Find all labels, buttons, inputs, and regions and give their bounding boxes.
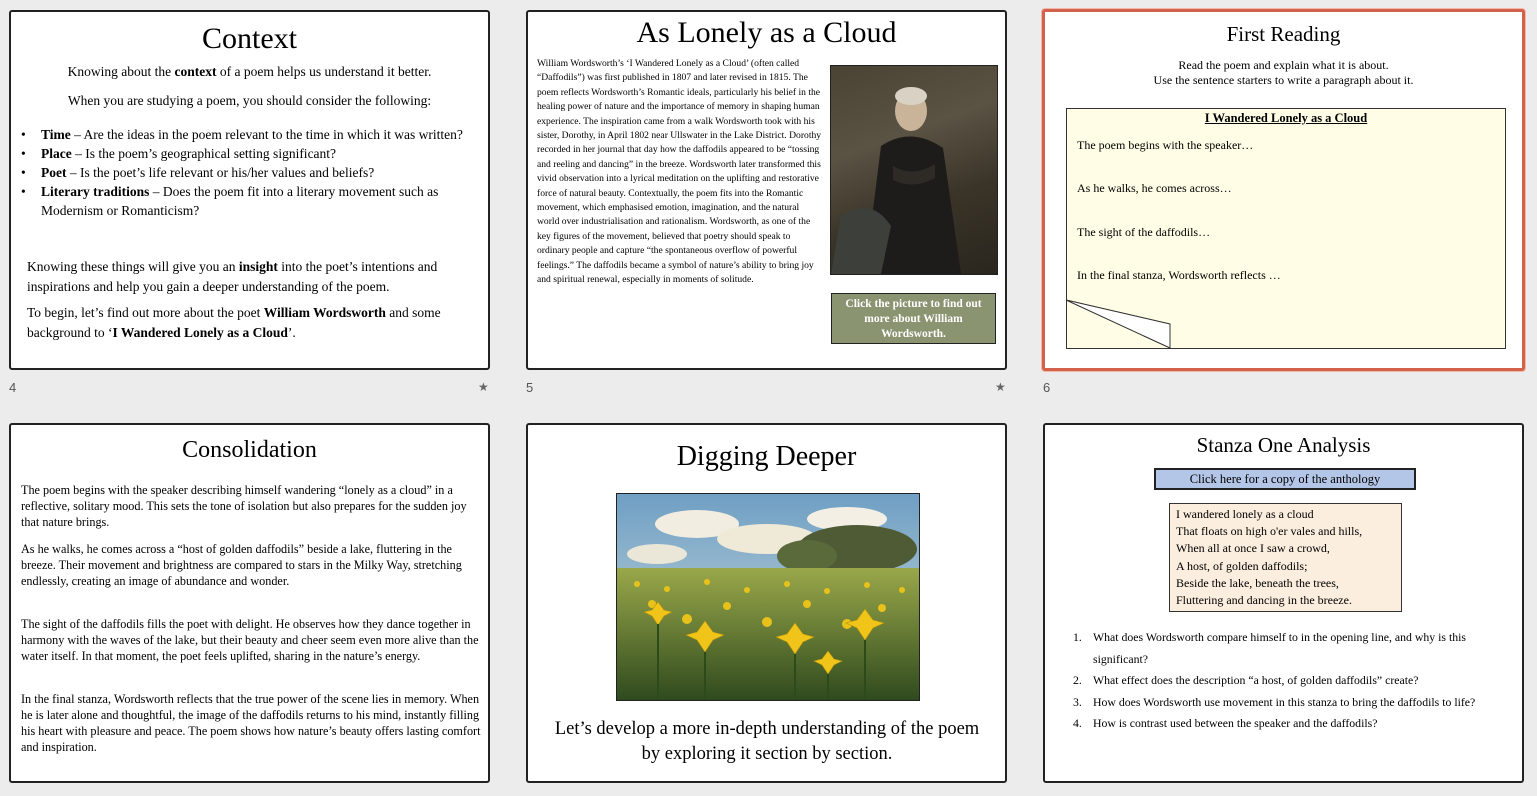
question-item: 4. How is contrast used between the speaker and the daffodils? [1073, 716, 1378, 731]
poem-line: When all at once I saw a crowd, [1176, 541, 1330, 556]
slide-number: 4 [9, 380, 17, 395]
slide-number: 6 [1043, 380, 1051, 395]
daffodil-painting [617, 494, 919, 700]
poem-line: Fluttering and dancing in the breeze. [1176, 593, 1352, 608]
sentence-starter-note [1066, 108, 1506, 349]
slide-thumbnail-9[interactable] [1043, 423, 1524, 783]
slide-number: 5 [526, 380, 534, 395]
star-icon[interactable]: ★ [478, 380, 489, 394]
question-item: 3. How does Wordsworth use movement in this stanza to bring the daffodils to life? [1073, 694, 1476, 709]
consolidation-paragraph: As he walks, he comes across a “host of golden daffodils” beside a lake, fluttering in the breeze. Their movement and brightness are compared to stars in the Milky Way, stretching endlessly, creating an image of abundance and wonder. [21, 542, 462, 588]
begin-text: To begin, let’s find out more about the poet William Wordsworth and some background to ‘I Wandered Lonely as a Cloud’. [27, 305, 441, 340]
wordsworth-portrait[interactable] [830, 65, 998, 275]
slide-title: Digging Deeper [676, 441, 857, 472]
insight-text: Knowing these things will give you an insight into the poet’s intentions and inspirations and help you gain a deeper understanding of the poem. [27, 259, 438, 294]
digging-caption: Let’s develop a more in-depth understanding of the poem by exploring it section by section. [554, 719, 980, 764]
page-curl-icon [1066, 299, 1172, 349]
slide-title: As Lonely as a Cloud [636, 16, 897, 49]
context-body: William Wordsworth’s ‘I Wandered Lonely as a Cloud’ (often called “Daffodils”) was first published in 1807 and later revised in 1815. The poem reflects Wordsworth’s Romantic ideals, particularly his belief in the healing power of nature and the importance of memory in shaping human experience. The inspiration came from a walk Wordsworth took with his sister, Dorothy, in April 1802 near Ullswater in the Lake District. Dorothy recorded in her journal that day how the daffodils appeared to be “tossing and reeling and dancing” in the breeze. Wordsworth later transformed this vivid observation into a lyrical meditation on the uplifting and restorative force of natural beauty. Contextually, the poem fits into the Romantic movement, which emphasised emotion, imagination, and the natural world over industrialisation and rationalism. Wordsworth, as one of the key figures of the movement, believed that poetry should speak to ordinary people and capture “the spontaneous overflow of powerful feelings.” The daffodils became a symbol of nature’s ability to bring joy and spiritual renewal, especially in moments of solitude. [537, 58, 822, 286]
portrait-figure [831, 66, 997, 274]
instruction-line-1: Read the poem and explain what it is about. [1178, 58, 1389, 72]
slide-thumbnail-7[interactable] [9, 423, 490, 783]
slide-thumbnail-8[interactable] [526, 423, 1007, 783]
list-item: • Place – Is the poem’s geographical setting significant? [11, 144, 477, 163]
sentence-starter: As he walks, he comes across… [1077, 181, 1232, 195]
list-item: • Literary traditions – Does the poem fit into a literary movement such as Modernism or Romanticism? [11, 182, 477, 220]
sentence-starter: The sight of the daffodils… [1077, 225, 1211, 239]
intro-text: Knowing about the context of a poem helps us understand it better. [67, 64, 432, 79]
slide-title: Stanza One Analysis [1196, 433, 1371, 457]
slide-thumbnail-5[interactable] [526, 10, 1007, 370]
find-out-more-button[interactable]: Click the picture to find out more about William Wordsworth. [831, 293, 996, 344]
instruction-line-2: Use the sentence starters to write a paragraph about it. [1153, 73, 1414, 87]
list-item: • Poet – Is the poet’s life relevant or his/her values and beliefs? [11, 163, 477, 182]
sentence-starter: In the final stanza, Wordsworth reflects … [1077, 268, 1281, 282]
stanza-one-box [1169, 503, 1402, 612]
consolidation-paragraph: In the final stanza, Wordsworth reflects that the true power of the scene lies in memory. When he is later alone and thoughtful, the image of the daffodils returns to his mind, instantly filling his heart with pleasure and peace. The poem shows how nature’s beauty offers lasting comfort and inspiration. [21, 692, 481, 754]
slide-title: Consolidation [182, 437, 317, 463]
slide-title: Context [202, 22, 297, 55]
consider-text: When you are studying a poem, you should consider the following: [67, 93, 432, 108]
anthology-link-button[interactable]: Click here for a copy of the anthology [1154, 468, 1416, 490]
consolidation-paragraph: The poem begins with the speaker describing himself wandering “lonely as a cloud” in a reflective, solitary mood. This sets the tone of isolation but also prepares for the sudden joy that nature brings. [21, 483, 467, 529]
star-icon[interactable]: ★ [995, 380, 1006, 394]
question-item: 2. What effect does the description “a host, of golden daffodils” create? [1073, 673, 1419, 688]
daffodil-field-image [616, 493, 920, 701]
analysis-questions [1045, 627, 1501, 735]
question-item: 1. What does Wordsworth compare himself to in the opening line, and why is this significant? [1073, 630, 1466, 666]
sentence-starter: The poem begins with the speaker… [1077, 138, 1254, 152]
slide-title: First Reading [1226, 22, 1341, 46]
note-title: I Wandered Lonely as a Cloud [1204, 111, 1368, 125]
consider-list [11, 125, 477, 220]
poem-line: A host, of golden daffodils; [1176, 558, 1308, 573]
slide-thumbnail-6[interactable] [1042, 9, 1525, 371]
consolidation-paragraph: The sight of the daffodils fills the poet with delight. He observes how they dance together in harmony with the waves of the lake, but their beauty and cheer seem even more alive than the water itself. In that moment, the poet feels uplifted, sharing in the nature’s energy. [21, 617, 479, 663]
list-item: • Time – Are the ideas in the poem relevant to the time in which it was written? [11, 125, 477, 144]
slide-thumbnail-4[interactable] [9, 10, 490, 370]
poem-line: I wandered lonely as a cloud [1176, 507, 1314, 521]
poem-line: That floats on high o'er vales and hills, [1176, 524, 1363, 539]
poem-line: Beside the lake, beneath the trees, [1176, 575, 1339, 590]
